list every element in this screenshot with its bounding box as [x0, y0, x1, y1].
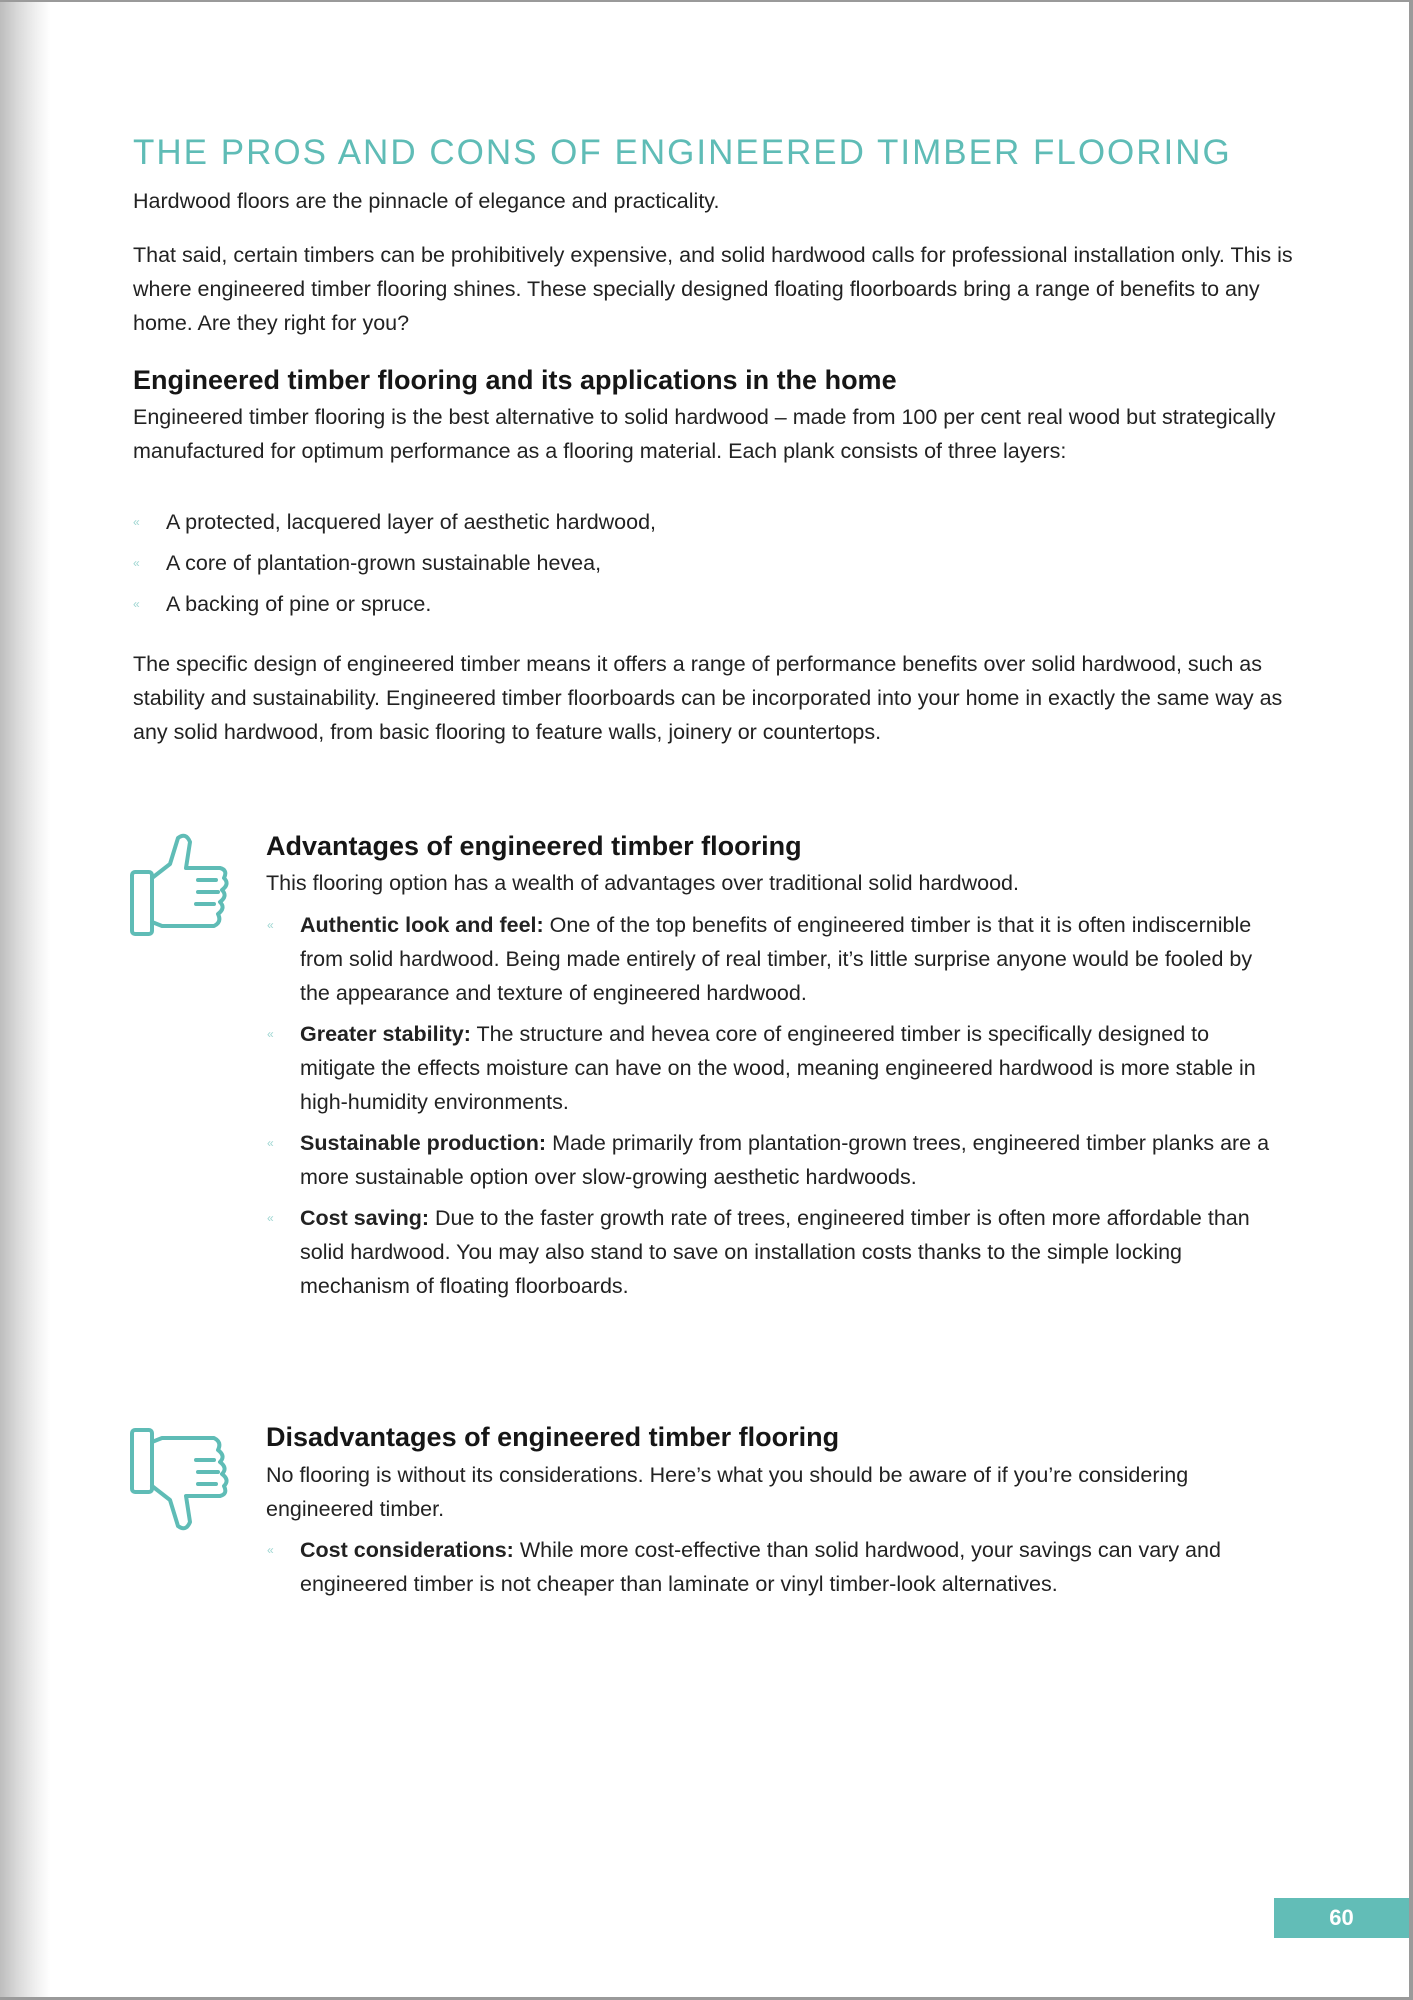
- applications-paragraph-2: The specific design of engineered timber means it offers a range of performance benefits over solid hardwood, such as stability and sustainability. Engineered timber floorboards can be incorporated into your home in exactly the same way as any solid hardwood, from basic flooring to feature walls, joinery or countertops.: [133, 652, 1283, 744]
- disadvantage-label: Cost considerations:: [300, 1538, 514, 1562]
- list-item: [267, 1201, 1287, 1303]
- layer-text: A backing of pine or spruce.: [166, 592, 432, 616]
- list-item: [267, 1533, 1287, 1601]
- bullet-icon: «: [267, 1543, 274, 1557]
- bullet-icon: «: [267, 918, 274, 932]
- page-top-edge: [0, 0, 1413, 2]
- advantage-label: Sustainable production:: [300, 1131, 547, 1155]
- advantage-label: Greater stability:: [300, 1022, 471, 1046]
- page-title: THE PROS AND CONS OF ENGINEERED TIMBER FLOORING: [133, 133, 1232, 172]
- layers-list: [133, 505, 1283, 628]
- layer-text: A protected, lacquered layer of aesthetic hardwood,: [166, 510, 657, 534]
- advantage-label: Authentic look and feel:: [300, 913, 544, 937]
- list-item: [267, 1017, 1287, 1119]
- layer-text: A core of plantation-grown sustainable hevea,: [166, 551, 602, 575]
- advantages-heading: Advantages of engineered timber flooring: [266, 831, 802, 861]
- list-item: [133, 505, 1283, 539]
- bullet-icon: «: [267, 1211, 274, 1225]
- list-item: [267, 908, 1287, 1010]
- advantage-label: Cost saving:: [300, 1206, 430, 1230]
- advantage-text: Made primarily from plantation-grown trees, engineered timber planks are a more sustainable option over slow-growing aesthetic hardwoods.: [300, 1131, 1270, 1189]
- advantages-list: [267, 908, 1287, 1310]
- advantage-text: The structure and hevea core of engineered timber is specifically designed to mitigate the effects moisture can have on the wood, meaning engineered hardwood is more stable in high-humidity environments.: [300, 1022, 1256, 1114]
- bullet-icon: «: [133, 597, 140, 611]
- bullet-icon: «: [267, 1136, 274, 1150]
- list-item: [133, 587, 1283, 621]
- advantages-intro: This flooring option has a wealth of advantages over traditional solid hardwood.: [266, 871, 1019, 895]
- bullet-icon: «: [133, 556, 140, 570]
- bullet-icon: «: [267, 1027, 274, 1041]
- intro-paragraph-2: That said, certain timbers can be prohibitively expensive, and solid hardwood calls for professional installation only. This is where engineered timber flooring shines. These specially designed floating floorboards bring a range of benefits to any home. Are they right for you?: [133, 243, 1293, 335]
- advantage-text: One of the top benefits of engineered timber is that it is often indiscernible from solid hardwood. Being made entirely of real timber, it’s little surprise anyone would be fooled by the appearance and texture of engineered hardwood.: [300, 913, 1253, 1005]
- thumbs-down-icon: [128, 1422, 232, 1536]
- disadvantage-text: While more cost-effective than solid hardwood, your savings can vary and engineered timber is not cheaper than laminate or vinyl timber-look alternatives.: [300, 1538, 1221, 1596]
- advantage-text: Due to the faster growth rate of trees, engineered timber is often more affordable than solid hardwood. You may also stand to save on installation costs thanks to the simple locking mechanism of floating floorboards.: [300, 1206, 1250, 1298]
- page-number: 60: [1274, 1898, 1409, 1938]
- disadvantages-intro: No flooring is without its considerations. Here’s what you should be aware of if you’re considering engineered timber.: [266, 1463, 1189, 1521]
- applications-paragraph-1: Engineered timber flooring is the best alternative to solid hardwood – made from 100 per cent real wood but strategically manufactured for optimum performance as a flooring material. Each plank consists of three layers:: [133, 405, 1276, 463]
- page-spine-shadow: [0, 0, 50, 2000]
- page-right-edge: [1409, 0, 1413, 2000]
- thumbs-up-icon: [128, 828, 232, 942]
- list-item: [267, 1126, 1287, 1194]
- disadvantages-list: [267, 1533, 1287, 1601]
- disadvantages-heading: Disadvantages of engineered timber flooring: [266, 1422, 840, 1452]
- list-item: [133, 546, 1283, 580]
- bullet-icon: «: [133, 515, 140, 529]
- applications-heading: Engineered timber flooring and its applications in the home: [133, 365, 897, 395]
- intro-paragraph-1: Hardwood floors are the pinnacle of elegance and practicality.: [133, 189, 720, 213]
